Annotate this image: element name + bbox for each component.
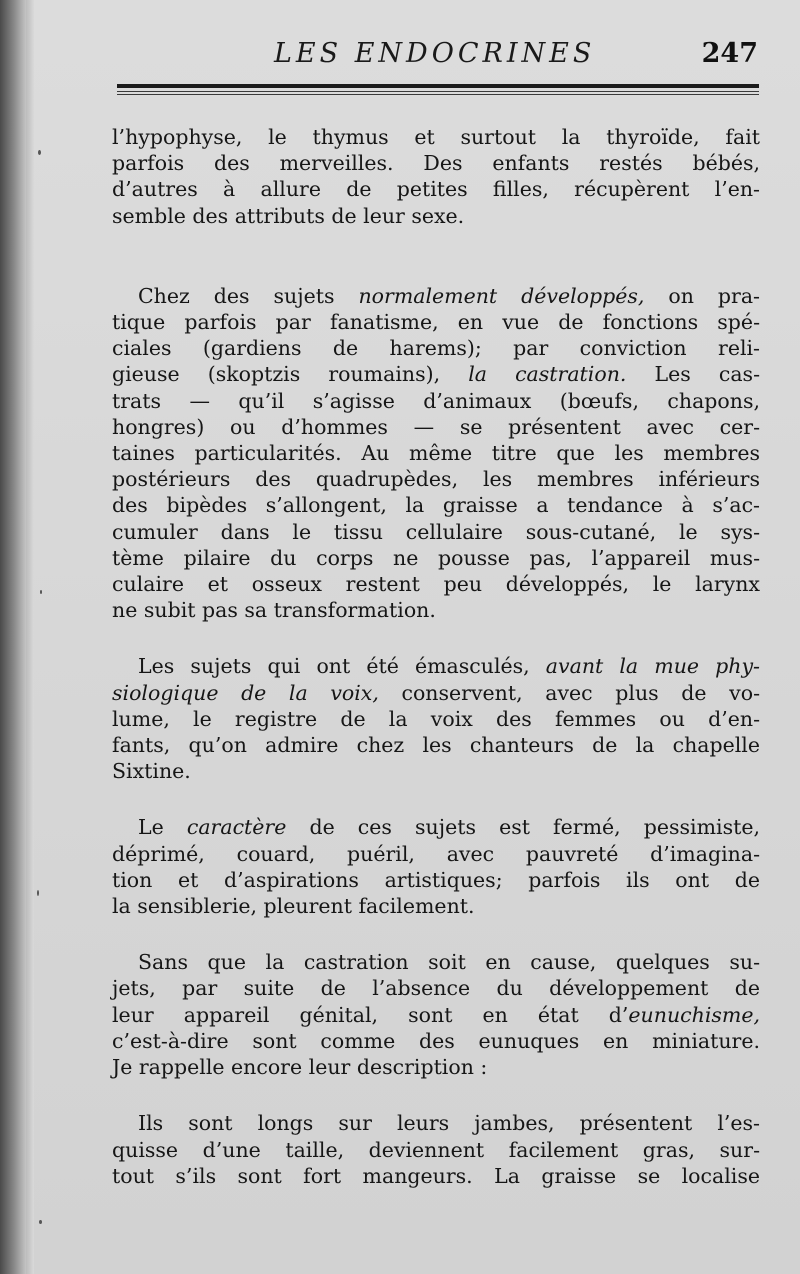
text-run: quisse d’une taille, deviennent facilement gras, sur-: [112, 1137, 760, 1162]
paragraph: [112, 124, 760, 229]
text-run: Les cas-: [626, 362, 760, 387]
text-run: de ces sujets est fermé, pessimiste,: [286, 815, 760, 840]
text-run: Le: [138, 815, 187, 840]
italic-run: eunuchisme,: [628, 1002, 760, 1027]
paragraph: [112, 814, 760, 919]
scan-speck: [38, 150, 41, 155]
text-run: d’autres à allure de petites filles, récupèrent l’en-: [112, 177, 760, 202]
text-line: [112, 653, 760, 679]
text-line: [112, 571, 760, 597]
text-run: semble des attributs de leur sexe.: [112, 203, 465, 228]
text-run: Les sujets qui ont été émasculés,: [138, 654, 546, 679]
text-run: tème pilaire du corps ne pousse pas, l’appareil mus-: [112, 545, 760, 570]
text-line: [112, 597, 760, 623]
text-run: c’est-à-dire sont comme des eunuques en miniature.: [112, 1028, 760, 1053]
scan-speck: [39, 1220, 42, 1224]
text-line: [112, 414, 760, 440]
text-run: tout s’ils sont fort mangeurs. La graisse se localise: [112, 1163, 760, 1188]
text-line: [112, 361, 760, 387]
text-line: [112, 203, 760, 229]
text-run: trats — qu’il s’agisse d’animaux (bœufs, chapons,: [112, 388, 760, 413]
text-run: l’hypophyse, le thymus et surtout la thyroïde, fait: [112, 125, 760, 149]
italic-run: la castration.: [468, 362, 627, 387]
text-line: [112, 814, 760, 840]
text-line: [112, 388, 760, 414]
paragraph: [112, 949, 760, 1080]
book-binding-shadow: [0, 0, 26, 1274]
text-line: [112, 335, 760, 361]
text-line: [112, 309, 760, 335]
text-run: on pra-: [644, 283, 760, 308]
text-run: ne subit pas sa transformation.: [112, 598, 436, 623]
text-run: tique parfois par fanatisme, en vue de fonctions spé-: [112, 310, 760, 335]
scan-speck: [37, 890, 39, 896]
text-line: [112, 1054, 760, 1080]
text-run: Chez des sujets: [138, 283, 359, 308]
text-run: déprimé, couard, puéril, avec pauvreté d’imagina-: [112, 841, 760, 866]
text-line: [112, 975, 760, 1001]
text-line: [112, 519, 760, 545]
text-line: [112, 176, 760, 202]
text-run: tion et d’aspirations artistiques; parfois ils ont de: [112, 867, 760, 892]
italic-run: normalement développés,: [358, 283, 645, 308]
text-line: [112, 1028, 760, 1054]
paragraph: [112, 653, 760, 784]
page-header: [84, 28, 758, 74]
header-rule: [117, 84, 759, 97]
text-run: hongres) ou d’hommes — se présentent avec cer-: [112, 414, 760, 439]
text-run: jets, par suite de l’absence du développement de: [112, 976, 760, 1001]
text-run: Ils sont longs sur leurs jambes, présentent l’es-: [138, 1111, 760, 1136]
text-line: [112, 283, 760, 309]
text-run: gieuse (skoptzis roumains),: [112, 362, 469, 387]
text-line: [112, 867, 760, 893]
scan-speck: [40, 590, 42, 594]
page-gutter: [26, 0, 34, 1274]
body-text: [112, 124, 760, 1189]
text-line: [112, 440, 760, 466]
text-line: [112, 1110, 760, 1136]
text-line: [112, 949, 760, 975]
text-run: cumuler dans le tissu cellulaire sous-cutané, le sys-: [112, 519, 760, 544]
text-line: [112, 1002, 760, 1028]
text-line: [112, 732, 760, 758]
text-run: lume, le registre de la voix des femmes ou d’en-: [112, 706, 760, 731]
paragraph: [112, 283, 760, 624]
text-run: parfois des merveilles. Des enfants restés bébés,: [112, 151, 760, 176]
text-run: des bipèdes s’allongent, la graisse a tendance à s’ac-: [112, 493, 760, 518]
text-run: postérieurs des quadrupèdes, les membres inférieurs: [112, 467, 760, 492]
text-run: Sans que la castration soit en cause, quelques su-: [138, 950, 760, 975]
text-line: [112, 1137, 760, 1163]
text-line: [112, 150, 760, 176]
text-line: [112, 841, 760, 867]
text-line: [112, 758, 760, 784]
text-line: [112, 706, 760, 732]
paragraph: [112, 1110, 760, 1189]
text-run: conservent, avec plus de vo-: [378, 680, 760, 705]
text-line: [112, 680, 760, 706]
text-line: [112, 124, 760, 150]
text-run: culaire et osseux restent peu développés, le larynx: [112, 572, 760, 597]
italic-run: avant la mue phy-: [545, 654, 760, 679]
text-run: taines particularités. Au même titre que les membres: [112, 441, 760, 466]
text-run: ciales (gardiens de harems); par conviction reli-: [112, 336, 760, 361]
text-run: leur appareil génital, sont en état d’: [112, 1002, 629, 1027]
text-run: Je rappelle encore leur description :: [112, 1055, 488, 1080]
text-line: [112, 466, 760, 492]
italic-run: siologique de la voix,: [112, 680, 379, 705]
page-number: 247: [701, 38, 758, 69]
text-run: Sixtine.: [112, 759, 191, 784]
text-line: [112, 1163, 760, 1189]
running-head: LES ENDOCRINES: [274, 38, 596, 69]
text-run: fants, qu’on admire chez les chanteurs de la chapelle: [112, 733, 760, 758]
text-run: la sensiblerie, pleurent facilement.: [112, 894, 475, 919]
text-line: [112, 545, 760, 571]
italic-run: caractère: [186, 815, 287, 840]
text-line: [112, 492, 760, 518]
text-line: [112, 893, 760, 919]
